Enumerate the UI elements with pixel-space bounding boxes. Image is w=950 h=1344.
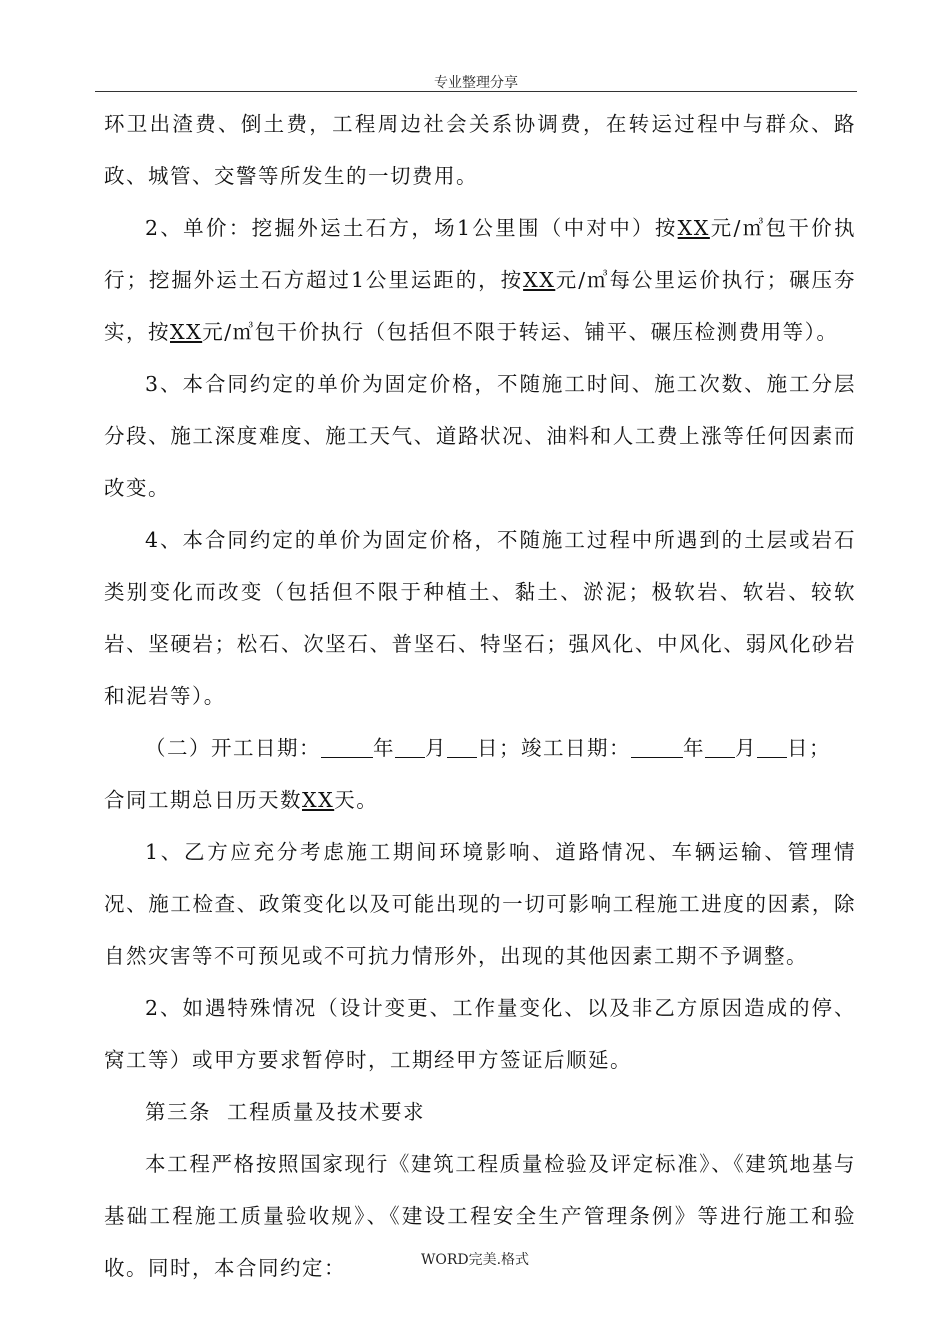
paragraph-schedule-2: 2、如遇特殊情况（设计变更、工作量变化、以及非乙方原因造成的停、窝工等）或甲方要求暂停时，工期经甲方签证后顺延。	[104, 996, 856, 1072]
paragraph-fixed-price-2: 4、本合同约定的单价为固定价格，不随施工过程中所遇到的土层或岩石类别变化而改变（包括但不限于种植土、黏土、淤泥；极软岩、软岩、较软岩、坚硬岩；松石、次坚石、普坚石、特坚石；强风化、中风化、弱风化砂岩和泥岩等）。	[104, 528, 856, 708]
end-day-blank	[757, 737, 787, 758]
price-placeholder: XX	[523, 268, 556, 292]
price-placeholder: XX	[170, 320, 203, 344]
document-body	[104, 98, 856, 1294]
duration-label: 合同工期总日历天数	[104, 788, 302, 812]
unit-price-text-a: 2、单价：挖掘外运土石方，场1公里围（中对中）按	[145, 216, 678, 240]
end-year-blank	[631, 737, 683, 758]
price-placeholder: XX	[677, 216, 710, 240]
paragraph-unit-price	[104, 202, 856, 358]
section-heading-article-3: 第三条 工程质量及技术要求	[145, 1100, 426, 1124]
paragraph-fixed-price-1: 3、本合同约定的单价为固定价格，不随施工时间、施工次数、施工分层分段、施工深度难度、施工天气、道路状况、油料和人工费上涨等任何因素而改变。	[104, 372, 856, 500]
paragraph-fees: 环卫出渣费、倒土费，工程周边社会关系协调费，在转运过程中与群众、路政、城管、交警等所发生的一切费用。	[104, 112, 856, 188]
unit-price-text-b: 包干价执行；挖掘外运土石方超过1公里运距的，按	[104, 216, 856, 292]
paragraph-dates	[104, 722, 856, 774]
start-date-label: （二）开工日期：	[145, 736, 321, 760]
duration-unit: 天。	[334, 788, 379, 812]
dates-end-punct: ；	[809, 736, 831, 760]
unit-price-text-d: 包干价执行（包括但不限于转运、铺平、碾压检测费用等）。	[254, 320, 839, 344]
month-label: 月	[425, 736, 447, 760]
day-label: 日	[787, 736, 809, 760]
year-label: 年	[683, 736, 705, 760]
unit-label: 元/㎥	[709, 216, 766, 240]
day-label: 日	[477, 736, 499, 760]
header-divider	[95, 91, 857, 92]
start-year-blank	[321, 737, 373, 758]
end-month-blank	[705, 737, 735, 758]
year-label: 年	[373, 736, 395, 760]
paragraph-quality-standards: 本工程严格按照国家现行《建筑工程质量检验及评定标准》、《建筑地基与基础工程施工质量验收规》、《建设工程安全生产管理条例》等进行施工和验收。同时，本合同约定：	[104, 1152, 856, 1280]
start-month-blank	[395, 737, 425, 758]
page-footer: WORD完美.格式	[420, 1252, 530, 1268]
paragraph-schedule-1: 1、乙方应充分考虑施工期间环境影响、道路情况、车辆运输、管理情况、施工检查、政策变化以及可能出现的一切可影响工程施工进度的因素，除自然灾害等不可预见或不可抗力情形外，出现的其他因素工期不予调整。	[104, 840, 856, 968]
unit-price-text-c: 每公里运价执行；碾压夯实，按	[104, 268, 857, 344]
page-header: 专业整理分享	[434, 75, 518, 91]
unit-label: 元/㎥	[555, 268, 610, 292]
month-label: 月	[735, 736, 757, 760]
paragraph-duration	[104, 774, 856, 826]
duration-placeholder: XX	[302, 788, 335, 812]
end-date-label: ；竣工日期：	[499, 736, 631, 760]
unit-label: 元/㎥	[202, 320, 255, 344]
start-day-blank	[447, 737, 477, 758]
